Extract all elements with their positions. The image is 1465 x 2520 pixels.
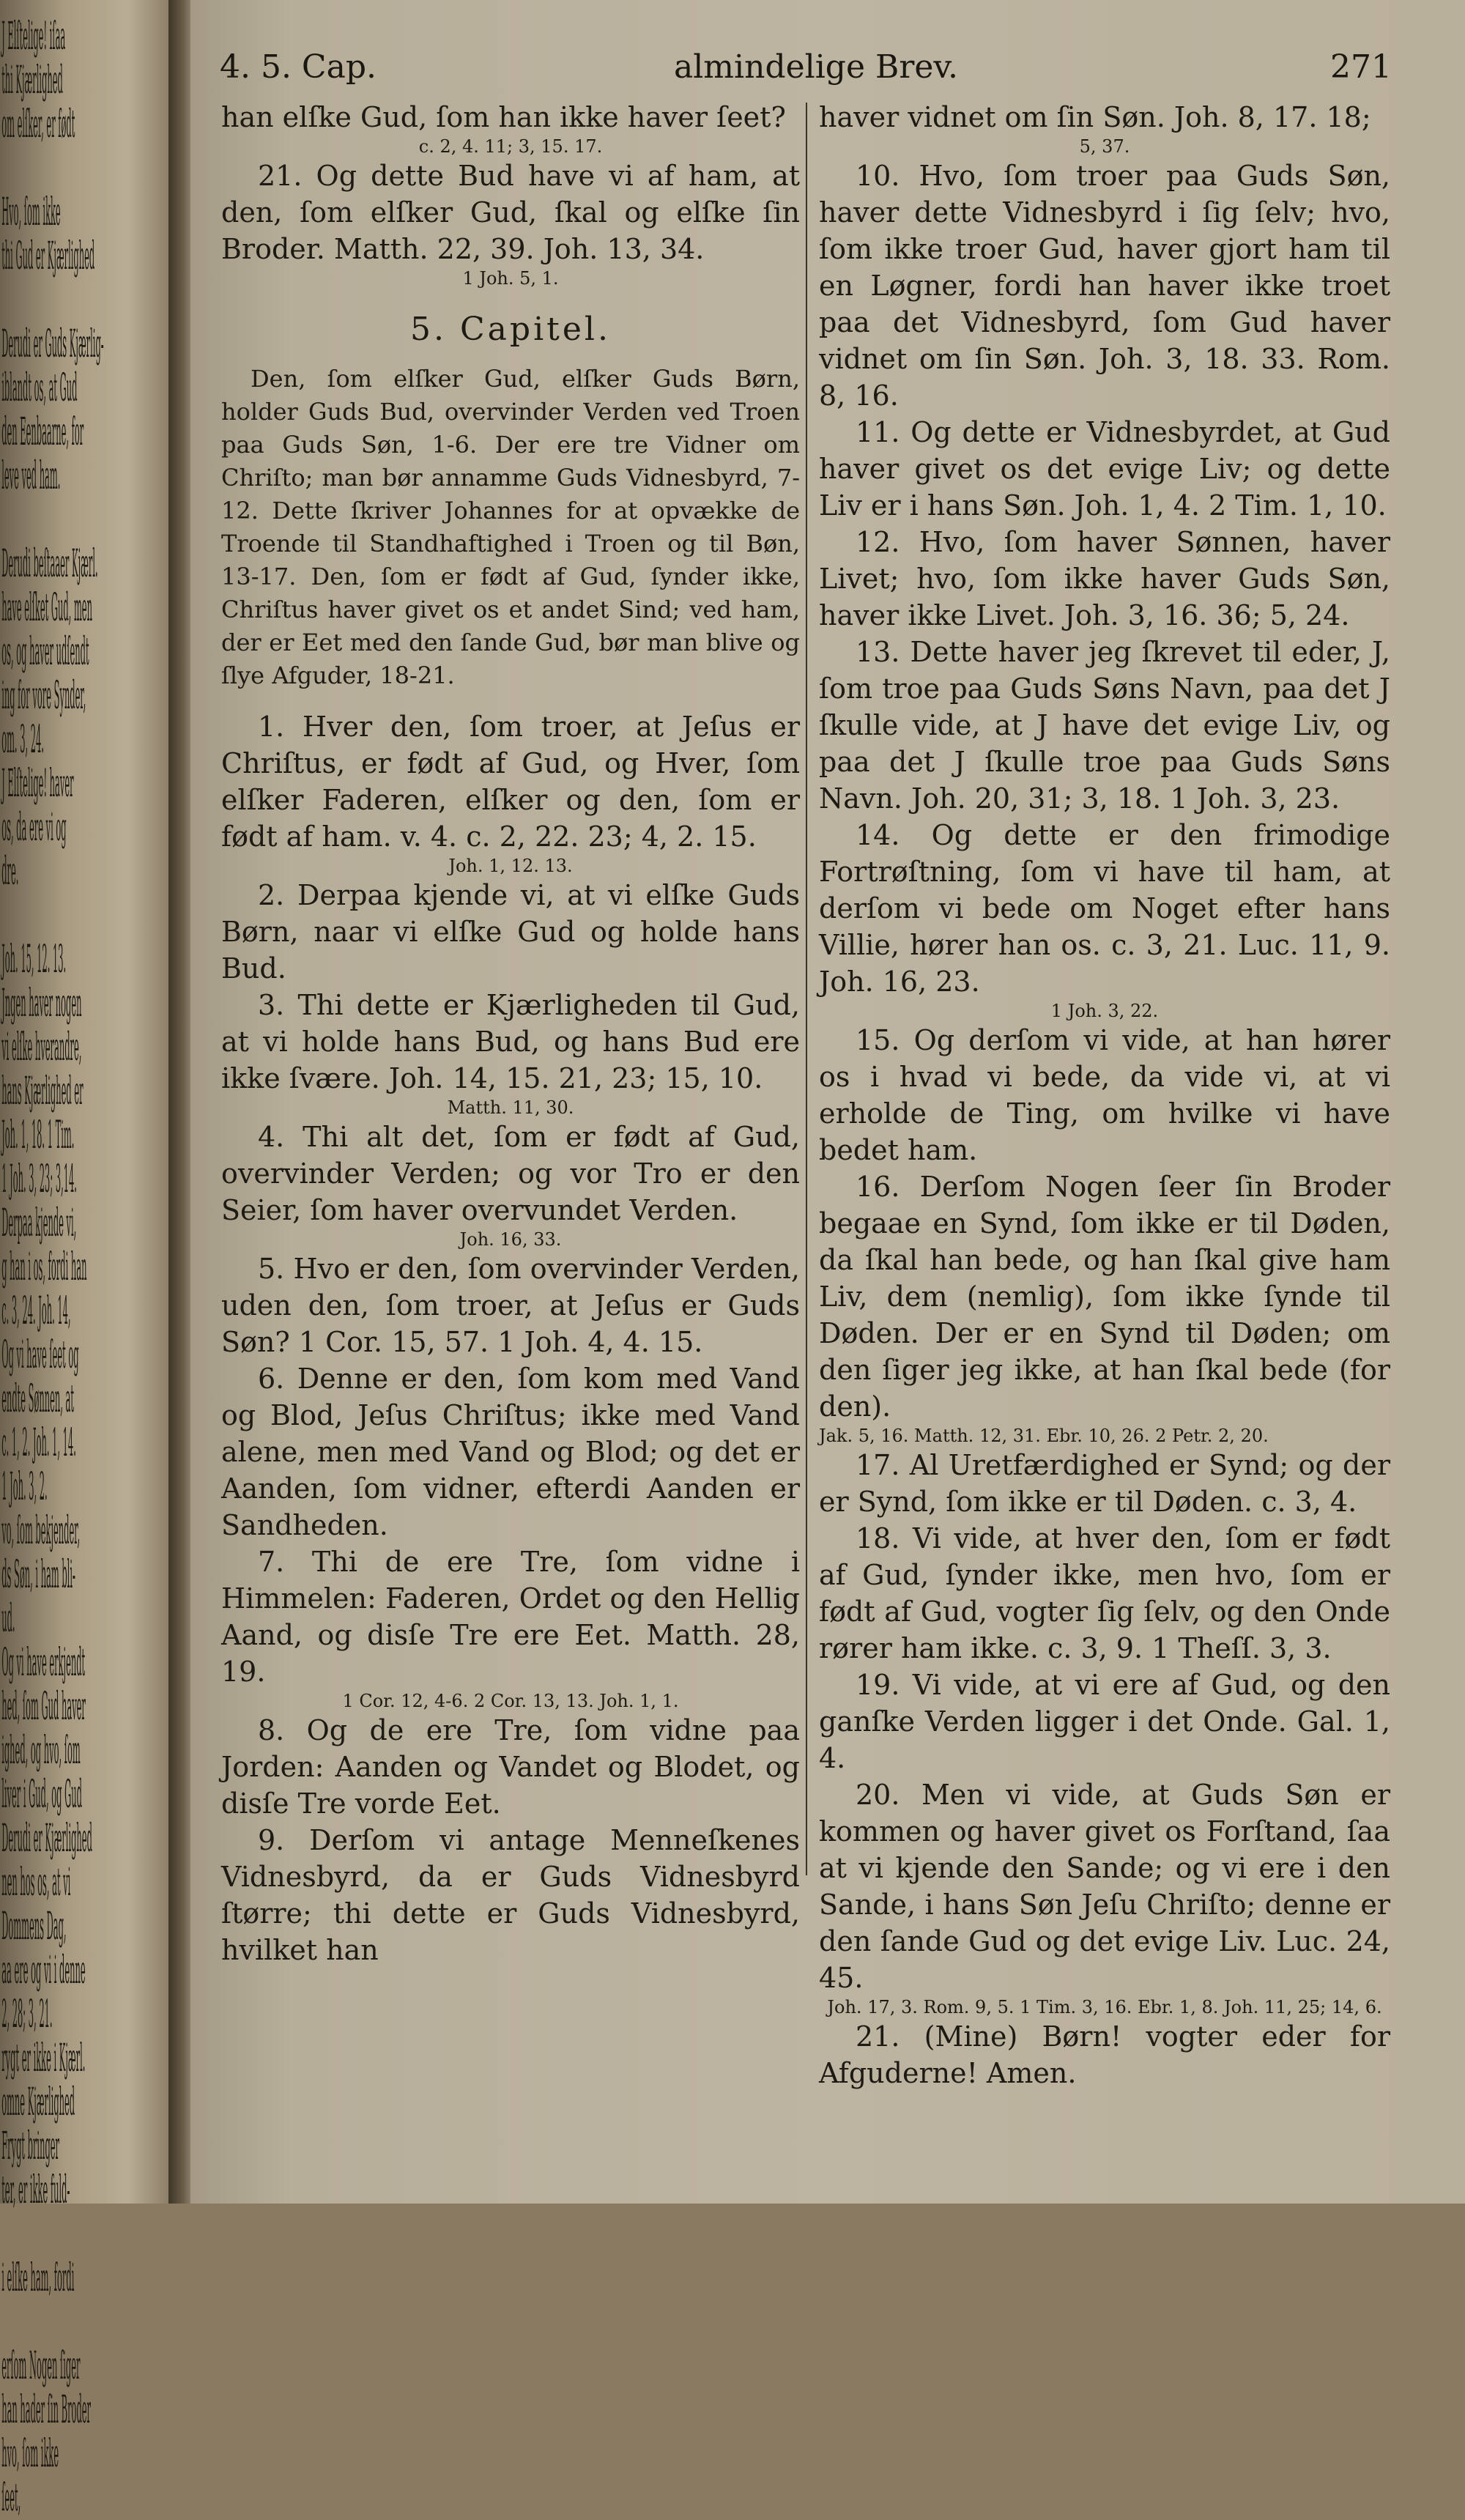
facing-page-line: 1 Joh. 3, 2. — [1, 1465, 48, 1509]
facing-page-line: Og vi have ſeet og — [1, 1333, 79, 1377]
facing-page-line: Derpaa kjende vi, — [1, 1201, 77, 1245]
verse-paragraph: 8. Og de ere Tre, ſom vidne paa Jorden: Aanden og Vandet og Blodet, og disſe Tre vorde Eet. — [221, 1714, 800, 1820]
facing-page-line: thi Gud er Kjærlighed — [1, 234, 95, 278]
facing-page-line: han hader ſin Broder — [1, 2388, 92, 2432]
verse-paragraph: 13. Dette haver jeg ſkrevet til eder, J, ſom troe paa Guds Søns Navn, paa det J ſkulle vide, at J have det evige Liv, og paa det J ſkulle troe paa Guds Søns Navn. Joh. 20, 31; 3, 18. 1 Joh. 3, 23. — [819, 636, 1390, 815]
facing-page-line: omne Kjærlighed — [1, 2080, 75, 2124]
cross-reference: 1 Joh. 5, 1. — [462, 268, 559, 289]
verse-paragraph: 11. Og dette er Vidnesbyrdet, at Gud haver givet os det evige Liv; og dette Liv er i hans Søn. Joh. 1, 4. 2 Tim. 1, 10. — [819, 416, 1390, 522]
facing-page-line: 1 Joh. 3, 23; 3,14. — [1, 1157, 77, 1201]
running-header — [220, 48, 1392, 92]
facing-page-line: c. 3, 24. Joh. 14, — [1, 1289, 71, 1333]
cross-reference: 1 Joh. 3, 22. — [1050, 1001, 1159, 1021]
continuation-text: haver vidnet om ſin Søn. Joh. 8, 17. 18; — [819, 101, 1371, 133]
cross-reference: Matth. 11, 30. — [447, 1097, 574, 1118]
facing-page-line: vi elſke hverandre, — [1, 1026, 82, 1070]
facing-page-line: hans Kjærlighed er — [1, 1070, 84, 1113]
facing-page-line: Jngen haver nogen — [1, 982, 82, 1026]
facing-page-line: hvo, ſom ikke — [1, 2432, 59, 2476]
verse-paragraph: 20. Men vi vide, at Guds Søn er kommen og haver givet os Forſtand, ſaa at vi kjende den Sande; og vi ere i den Sande, i hans Søn Jeſu Chriſto; denne er den ſande Gud og det evige Liv. Luc. 24, 45. — [819, 1779, 1390, 1994]
facing-page-line: Og vi have erkjendt — [1, 1641, 86, 1685]
continuation-text: han elſke Gud, ſom han ikke haver ſeet? — [221, 101, 786, 133]
facing-page-line: erſom Nogen ſiger — [1, 2344, 81, 2388]
cross-reference: c. 2, 4. 11; 3, 15. 17. — [418, 136, 603, 157]
cross-reference: 1 Cor. 12, 4-6. 2 Cor. 13, 13. Joh. 1, 1. — [342, 1691, 679, 1711]
facing-page-line: iblandt os, at Gud — [1, 366, 78, 410]
facing-page-line: Dommens Dag, — [1, 1905, 67, 1949]
verse-paragraph: 14. Og dette er den frimodige Fortrøſtning, ſom vi have til ham, at derſom vi bede om Noget efter hans Villie, hører han os. c. 3, 21. Luc. 11, 9. Joh. 16, 23. — [819, 819, 1390, 998]
verse-paragraph: 21. (Mine) Børn! vogter eder for Afguderne! Amen. — [819, 2020, 1390, 2089]
facing-page-line: J Elſtelige! iſaa — [1, 15, 66, 59]
facing-page-line: rygt er ikke i Kjærl. — [1, 2037, 86, 2080]
facing-page-line: have elſket Gud, men — [1, 586, 92, 630]
facing-page-line: om elſker, er født — [1, 103, 75, 147]
facing-page-line: thi Kjærlighed — [1, 59, 63, 103]
facing-page-line — [1, 278, 163, 322]
facing-page-line: Hvo, ſom ikke — [1, 190, 61, 234]
page-number: 271 — [1330, 48, 1392, 86]
cross-reference: 5, 37. — [1079, 136, 1130, 157]
verse-paragraph: 6. Denne er den, ſom kom med Vand og Blod, Jeſus Chriſtus; ikke med Vand alene, men med Vand og Blod; og det er Aanden, ſom vidner, efterdi Aanden er Sandheden. — [221, 1363, 800, 1541]
verse-paragraph: 3. Thi dette er Kjærligheden til Gud, at vi holde hans Bud, og hans Bud ere ikke ſvære. Joh. 14, 15. 21, 23; 15, 10. — [221, 989, 800, 1094]
facing-page-line: aa ere og vi i denne — [1, 1949, 86, 1993]
verse-paragraph: 15. Og derſom vi vide, at han hører os i hvad vi bede, da vide vi, at vi erholde de Ting, om hvilke vi have bedet ham. — [819, 1024, 1390, 1166]
right-text-column — [819, 99, 1390, 2091]
verse-paragraph: 12. Hvo, ſom haver Sønnen, haver Livet; hvo, ſom ikke haver Guds Søn, haver ikke Livet. Joh. 3, 16. 36; 5, 24. — [819, 526, 1390, 631]
facing-page-edge — [0, 0, 183, 2520]
facing-page-line — [1, 147, 163, 190]
facing-page-line: os, da ere vi og — [1, 806, 67, 850]
facing-page-line: ing for vore Synder, — [1, 674, 86, 718]
facing-page-line: om. 3, 24. — [1, 718, 44, 762]
facing-page-line: Derudi beſtaaer Kjærl. — [1, 542, 98, 586]
facing-page-line: endte Sønnen, at — [1, 1377, 74, 1421]
facing-page-line: den Eenbaarne, for — [1, 410, 84, 454]
facing-page-line: c. 1, 2. Joh. 1, 14. — [1, 1421, 76, 1465]
facing-page-line: Joh. 1, 18. 1 Tim. — [1, 1113, 75, 1157]
facing-page-text — [0, 0, 163, 2520]
cross-reference: Jak. 5, 16. Matth. 12, 31. Ebr. 10, 26. 2 Petr. 2, 20. — [819, 1426, 1269, 1446]
verse-paragraph: 17. Al Uretfærdighed er Synd; og der er Synd, ſom ikke er til Døden. c. 3, 4. — [819, 1449, 1390, 1518]
facing-page-line: J Elſtelige! haver — [1, 762, 74, 806]
facing-page-line: hed, ſom Gud haver — [1, 1685, 86, 1729]
chapter-heading: 5. Capitel. — [410, 311, 611, 348]
facing-page-line: Derudi er Kjærlighed — [1, 1817, 92, 1861]
facing-page-line: 2, 28; 3, 21. — [1, 1993, 53, 2037]
facing-page-line: dre. — [1, 850, 19, 894]
facing-page-line — [1, 2212, 163, 2256]
facing-page-line: vo, ſom bekjender, — [1, 1509, 81, 1553]
facing-page-line: nen hos os, at vi — [1, 1861, 71, 1905]
cross-reference: Joh. 17, 3. Rom. 9, 5. 1 Tim. 3, 16. Ebr. 1, 8. Joh. 11, 25; 14, 6. — [827, 1997, 1382, 2017]
facing-page-line: ud. — [1, 1597, 15, 1641]
column-rule — [806, 103, 807, 1875]
facing-page-line: ds Søn, i ham bli- — [1, 1553, 75, 1597]
verse-paragraph: 2. Derpaa kjende vi, at vi elſke Guds Børn, naar vi elſke Gud og holde hans Bud. — [221, 879, 800, 985]
left-text-column — [221, 99, 800, 1968]
verse-paragraph: 19. Vi vide, at vi ere af Gud, og den ganſke Verden ligger i det Onde. Gal. 1, 4. — [819, 1669, 1390, 1774]
verse-paragraph: 4. Thi alt det, ſom er født af Gud, overvinder Verden; og vor Tro er den Seier, ſom haver overvundet Verden. — [221, 1121, 800, 1226]
cross-reference: Joh. 16, 33. — [459, 1229, 562, 1250]
facing-page-line: i elſke ham, fordi — [1, 2256, 75, 2300]
verse-paragraph: 1. Hver den, ſom troer, at Jeſus er Chriſtus, er født af Gud, og Hver, ſom elſker Faderen, elſker og den, ſom er født af ham. v. 4. c. 2, 22. 23; 4, 2. 15. — [221, 711, 800, 853]
verse-paragraph: 7. Thi de ere Tre, ſom vidne i Himmelen: Faderen, Ordet og den Hellig Aand, og disſe Tre ere Eet. Matth. 28, 19. — [221, 1546, 800, 1688]
facing-page-line: Joh. 15, 12. 13. — [1, 938, 67, 982]
facing-page-line: Frygt bringer — [1, 2124, 60, 2168]
facing-page-line: ighed, og hvo, ſom — [1, 1729, 81, 1773]
facing-page-line: Derudi er Guds Kjærlig- — [1, 322, 104, 366]
verse-paragraph: 16. Derſom Nogen ſeer ſin Broder begaae en Synd, ſom ikke er til Døden, da ſkal han bede, og han ſkal give ham Liv, dem (nemlig), ſom ikke ſynde til Døden. Der er en Synd til Døden; om den ſiger jeg ikke, at han ſkal bede (for den). — [819, 1171, 1390, 1423]
facing-page-line: ter, er ikke fuld- — [1, 2168, 70, 2212]
facing-page-line: g han i os, fordi han — [1, 1245, 87, 1289]
running-title: almindelige Brev. — [674, 48, 959, 86]
verse-paragraph: 21. Og dette Bud have vi af ham, at den, ſom elſker Gud, ſkal og elſke ſin Broder. Matth. 22, 39. Joh. 13, 34. — [221, 160, 800, 265]
facing-page-line: liver i Gud, og Gud — [1, 1773, 82, 1817]
verse-paragraph: 9. Derſom vi antage Menneſkenes Vidnesbyrd, da er Guds Vidnesbyrd ſtørre; thi dette er Guds Vidnesbyrd, hvilket han — [221, 1824, 800, 1966]
facing-page-line: os, og haver udſendt — [1, 630, 89, 674]
facing-page-line — [1, 498, 163, 542]
verse-paragraph: 18. Vi vide, at hver den, ſom er født af Gud, ſynder ikke, men hvo, ſom er født af Gud, vogter ſig ſelv, og den Onde rører ham ikke. c. 3, 9. 1 Theſſ. 3, 3. — [819, 1522, 1390, 1664]
facing-page-line: leve ved ham. — [1, 454, 61, 498]
verse-paragraph: 10. Hvo, ſom troer paa Guds Søn, haver dette Vidnesbyrd i ſig ſelv; hvo, ſom ikke troer Gud, haver gjort ham til en Løgner, fordi han haver ikke troet paa det Vidnesbyrd, ſom Gud haver vidnet om ſin Søn. Joh. 3, 18. 33. Rom. 8, 16. — [819, 160, 1390, 412]
facing-page-line — [1, 2300, 163, 2344]
facing-page-line — [1, 894, 163, 938]
verse-paragraph: 5. Hvo er den, ſom overvinder Verden, uden den, ſom troer, at Jeſus er Guds Søn? 1 Cor. 15, 57. 1 Joh. 4, 4. 15. — [221, 1253, 800, 1358]
facing-page-line: ſeet, — [1, 2476, 21, 2520]
chapter-range: 4. 5. Cap. — [220, 48, 377, 86]
cross-reference: Joh. 1, 12. 13. — [448, 856, 573, 876]
chapter-summary: Den, ſom elſker Gud, elſker Guds Børn, holder Guds Bud, overvinder Verden ved Troen paa Guds Søn, 1-6. Der ere tre Vidner om Chriſto; man bør annamme Guds Vidnesbyrd, 7-12. Dette ſkriver Johannes for at opvække de Troende til Standhaftighed i Troen og til Bøn, 13-17. Den, ſom er født af Gud, ſynder ikke, Chriſtus haver givet os et andet Sind; ved ham, der er Eet med den ſande Gud, bør man blive og ſlye Afguder, 18-21. — [221, 365, 800, 689]
